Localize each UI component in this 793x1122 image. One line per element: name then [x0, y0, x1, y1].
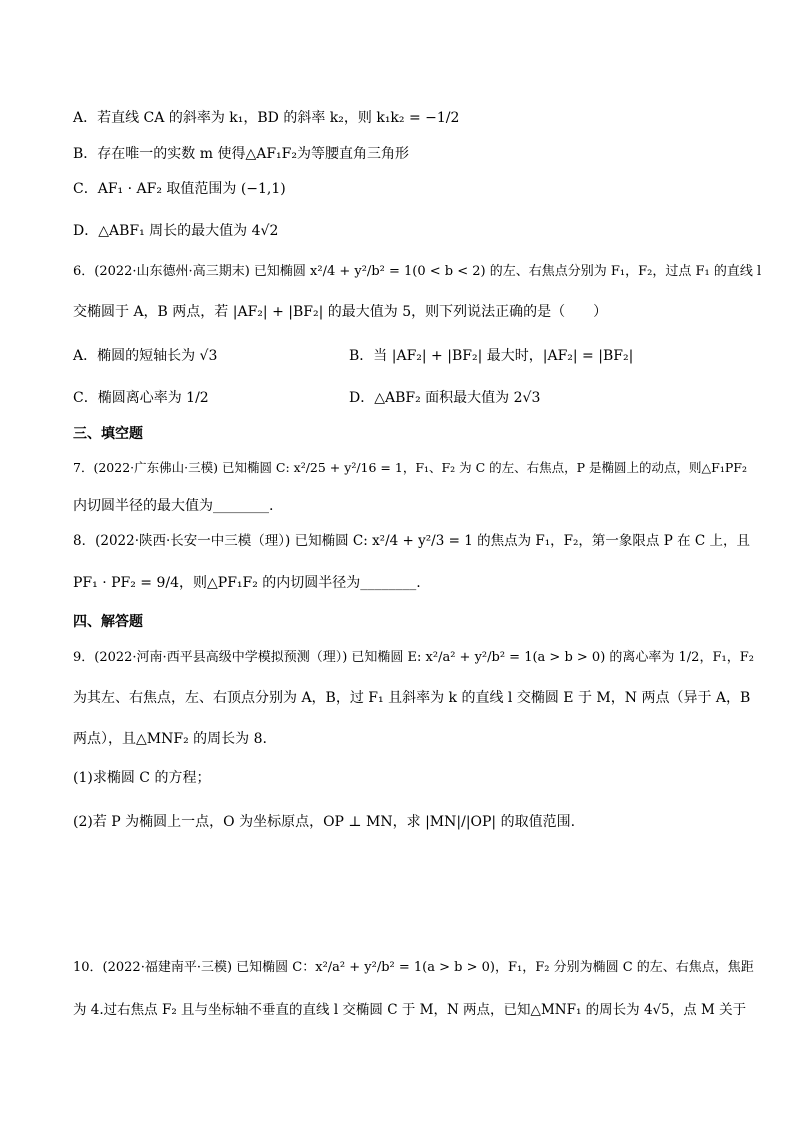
q7-stem-line2: 内切圆半径的最大值为________.	[73, 498, 274, 514]
q9-stem-line1: 9．(2022·河南·西平县高级中学模拟预测（理）) 已知椭圆 E: x²/a² + y²/b² = 1(a > b > 0) 的离心率为 1/2，F₁，F₂	[73, 650, 754, 665]
q5-option-a: A．若直线 CA 的斜率为 k₁，BD 的斜率 k₂，则 k₁k₂ = −1/2	[73, 110, 460, 126]
q9-part-2: (2)若 P 为椭圆上一点，O 为坐标原点，OP ⊥ MN，求 |MN|/|OP| 的取值范围.	[73, 814, 576, 830]
q8-stem-line1: 8．(2022·陕西·长安一中三模（理）) 已知椭圆 C: x²/4 + y²/3 = 1 的焦点为 F₁，F₂，第一象限点 P 在 C 上，且	[73, 533, 750, 549]
q10-stem-line2: 为 4.过右焦点 F₂ 且与坐标轴不垂直的直线 l 交椭圆 C 于 M，N 两点，已知△MNF₁ 的周长为 4√5，点 M 关于	[73, 1002, 747, 1018]
q9-stem-line3: 两点），且△MNF₂ 的周长为 8.	[73, 731, 267, 747]
section-answer-heading: 四、解答题	[73, 614, 143, 630]
q10-stem-line1: 10．(2022·福建南平·三模) 已知椭圆 C：x²/a² + y²/b² = 1(a > b > 0)，F₁，F₂ 分别为椭圆 C 的左、右焦点，焦距	[73, 960, 754, 975]
section-fill-in-heading: 三、填空题	[73, 426, 143, 442]
q8-stem-line2: PF₁ · PF₂ = 9/4，则△PF₁F₂ 的内切圆半径为________.	[73, 575, 421, 591]
q6-option-d: D．△ABF₂ 面积最大值为 2√3	[349, 390, 541, 406]
q6-stem-line1: 6．(2022·山东德州·高三期末) 已知椭圆 x²/4 + y²/b² = 1(0 < b < 2) 的左、右焦点分别为 F₁，F₂，过点 F₁ 的直线 l	[73, 264, 762, 279]
q5-option-d: D．△ABF₁ 周长的最大值为 4√2	[73, 223, 279, 239]
q5-option-c: C．AF₁ · AF₂ 取值范围为 (−1,1)	[73, 181, 286, 197]
q9-part-1: (1)求椭圆 C 的方程；	[73, 770, 211, 786]
q7-stem-line1: 7．(2022·广东佛山·三模) 已知椭圆 C: x²/25 + y²/16 = 1，F₁、F₂ 为 C 的左、右焦点，P 是椭圆上的动点，则△F₁PF₂	[73, 460, 747, 475]
q5-option-b: B．存在唯一的实数 m 使得△AF₁F₂为等腰直角三角形	[73, 146, 409, 162]
q6-stem-line2: 交椭圆于 A，B 两点，若 |AF₂| + |BF₂| 的最大值为 5，则下列说法正确的是（ ）	[73, 304, 608, 320]
q6-option-b: B．当 |AF₂| + |BF₂| 最大时，|AF₂| = |BF₂|	[349, 348, 634, 364]
q6-option-c: C．椭圆离心率为 1/2	[73, 390, 209, 406]
q6-option-a: A．椭圆的短轴长为 √3	[73, 348, 218, 364]
q9-stem-line2: 为其左、右焦点，左、右顶点分别为 A，B，过 F₁ 且斜率为 k 的直线 l 交椭圆 E 于 M，N 两点（异于 A，B	[73, 690, 751, 706]
